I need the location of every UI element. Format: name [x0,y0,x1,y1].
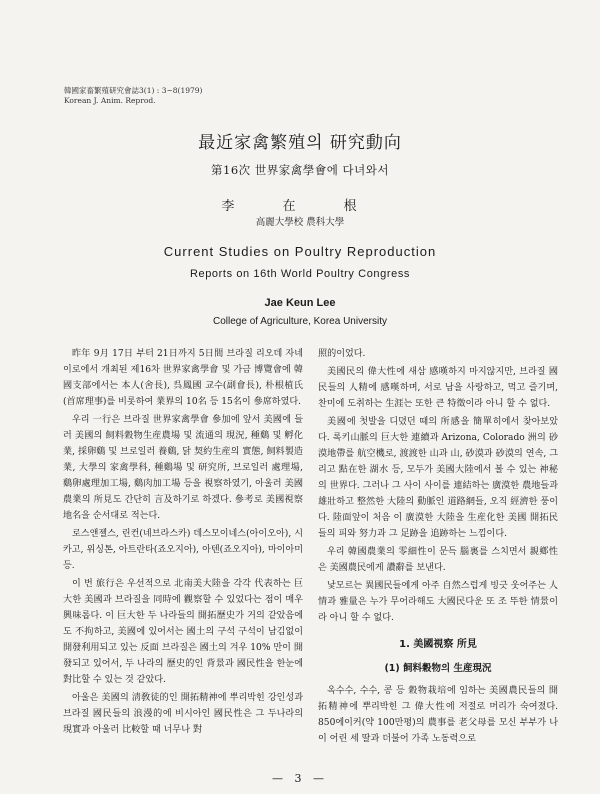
paragraph: 美國民의 偉大性에 새삼 感嘆하지 마지않지만, 브라질 國民들의 人精에 感嘆하며, 서로 남을 사랑하고, 먹고 즐기며, 찬미에 도취하는 生涯는 또한 큰 特徵이라 아니 할 수 없다. [318,367,558,409]
paragraph: 로스앤젤스, 린컨(네브라스카) 데스모이네스(아이오아), 시카고, 위싱톤, 아트란타(죠오지아), 아텐(죠오지아), 마이아미 등. [63,529,303,571]
page-number: — 3 — [272,772,328,785]
subsection-heading: (1) 飼料穀物의 生産現況 [384,663,492,674]
paragraph: 우리 一行은 브라질 世界家禽學會 參加에 앞서 美國에 들러 美國의 飼料穀物生産農場 및 流通의 現況, 種鷄 및 孵化業, 採卵鷄 및 브로일러 養鷄, 닭 契約生産의 實態, 飼料製造業, 大學의 家禽學科, 種鷄場 및 研究所, 브로일러 處理場, 鷄卵處理加工場, 鷄肉加工場 등을 視察하였기, 아울러 美國農業의 所見도 간단히 言及하기로 하겠다. 參考로 美國視察地名을 순서대로 적는다. [63,415,303,521]
subtitle-korean: 第16次 世界家禽學會에 다녀와서 [211,163,389,177]
journal-line-korean: 韓國家畜繁殖研究會誌3(1) : 3~8(1979) [64,86,203,95]
title-korean: 最近家禽繁殖의 研究動向 [198,133,402,153]
paragraph: 美國에 첫발을 디뎠던 때의 所感을 簡單히에서 찾아보았다. 록키山脈의 巨大한 連續과 Arizona, Colorado 洲의 砂漠地帶를 航空機로, 渡渡한 山과 山, 砂漠과 砂漠의 연속, 그리고 點在한 湖水 등, 모두가 美國大陸에서 볼 수 있는 神秘의 世界다. 그러나 그 사이 사이를 連結하는 廣漠한 農地들과 雄壯하고 整然한 大陸의 動脈인 道路網들, 오직 經濟한 풍이다. 陸面앞이 처음 이 廣漠한 大陸을 生産化한 美國 開拓民들의 피와 努力과 그 足跡을 追跡하는 느낌이다. [318,417,558,539]
paragraph: 照的이었다. [318,349,366,359]
journal-line-english: Korean J. Anim. Reprod. [64,96,156,105]
left-column [63,346,303,740]
affiliation-english: College of Agriculture, Korea University [213,316,387,327]
paragraph: 昨年 9月 17日 부터 21日까지 5日間 브라질 리오데 자네이로에서 개최된 제16차 世界家禽學會 및 가금 博覽會에 韓國支部에서는 本人(舍長), 呉鳳國 교수(副會長), 朴根植氏(首席理事)를 비롯하여 業界의 10名 등 15名이 參席하였다. [63,349,303,407]
paragraph: 이 번 旅行은 우선적으로 北南美大陸을 각각 代表하는 巨大한 美國과 브라질을 同時에 觀察할 수 있었다는 점이 매우 興味롭다. 이 巨大한 두 나라들의 開拓歷史가 거의 같았음에도 不拘하고, 美國에 있어서는 國土의 구석 구석이 남김없이 開發利用되고 있는 反面 브라질은 國土의 겨우 10% 만이 開發되고 있어서, 두 나라의 歷史的인 背景과 國民性을 한눈에 對比할 수 있는 것 같았다. [63,579,303,685]
author-english: Jae Keun Lee [264,297,336,309]
section-heading: 1. 美國視察 所見 [399,639,477,650]
paragraph: 우리 韓國農業의 零細性이 문득 腦裏를 스치면서 親鄕性은 美國農民에게 讚辭를 보낸다. [318,547,558,573]
affiliation-korean: 高麗大學校 農科大學 [255,217,345,228]
paragraph: 아울은 美國의 淸敎徒的인 開拓精神에 뿌리박힌 강인성과 브라질 國民들의 浪漫的에 비시아인 國民性은 그 두나라의 現實과 아울러 比較할 때 너무나 對 [63,693,303,735]
paragraph: 낯모르는 異國民들에게 아주 自然스럽게 빙긋 웃어주는 人情과 雅量은 누가 무어라해도 大國民다운 또 조 뚜한 情景이라 아니 할 수 없다. [318,581,558,623]
right-column [318,346,558,749]
journal-citation [64,86,202,106]
title-english: Current Studies on Poultry Reproduction [163,244,437,259]
paragraph: 옥수수, 수수, 콩 등 穀物栽培에 임하는 美國農民들의 開拓精神에 뿌리박힌 그 偉大性에 저절로 머리가 숙여졌다. 850에이커(약 100만평)의 農事를 老父母를 모신 부부가 나이 어린 세 딸과 더불어 가족 노동력으로 [318,686,558,744]
subtitle-english: Reports on 16th World Poultry Congress [189,268,411,280]
author-korean: 李 在 根 [221,199,379,214]
